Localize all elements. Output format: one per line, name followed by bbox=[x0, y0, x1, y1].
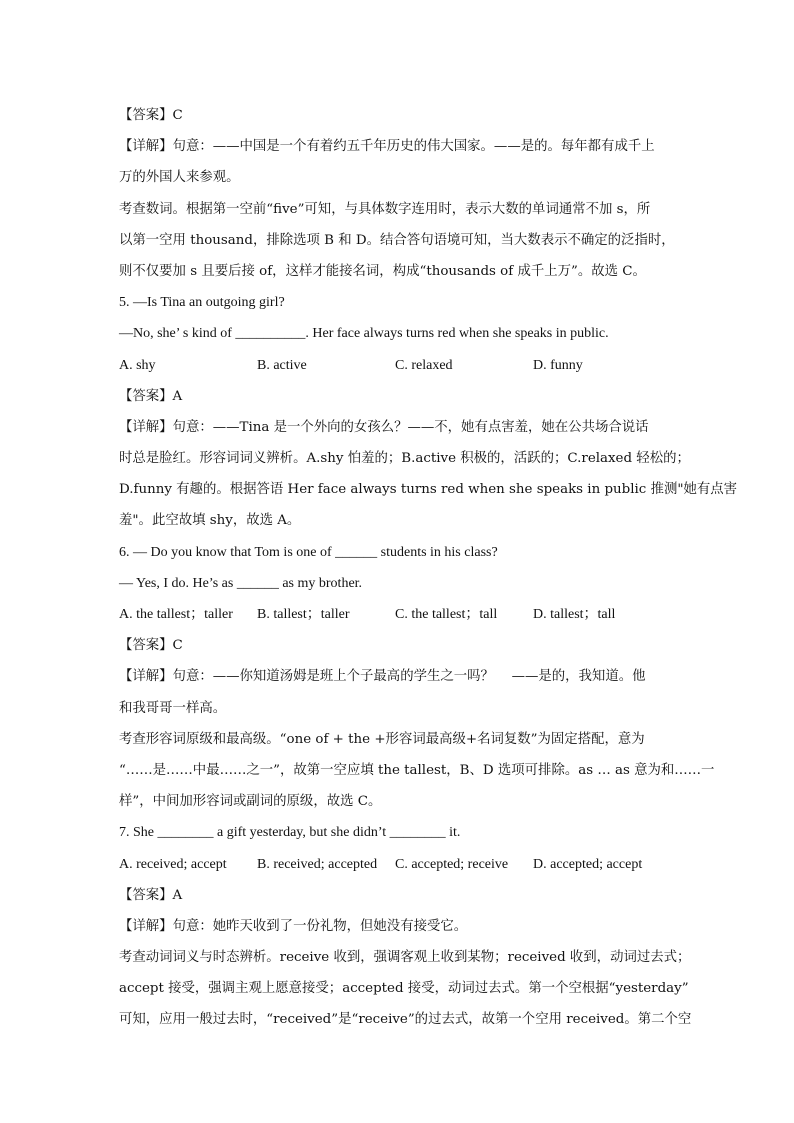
explanation-line: 样”，中间加形容词或副词的原级，故选 C。 bbox=[119, 794, 382, 810]
question-6-options bbox=[119, 599, 679, 630]
question-5-stem: 5. —Is Tina an outgoing girl? bbox=[119, 295, 285, 311]
option-a: A. the tallest；taller bbox=[119, 607, 233, 622]
question-6-stem: — Yes, I do. He’s as ______ as my brother. bbox=[119, 575, 363, 591]
explanation-line: 【详解】句意：——你知道汤姆是班上个子最高的学生之一吗？ ——是的，我知道。他 bbox=[119, 669, 646, 685]
explanation-line: accept 接受，强调主观上愿意接受；accepted 接受，动词过去式。第一个空根据“yesterday” bbox=[119, 981, 689, 997]
explanation-line: 万的外国人来参观。 bbox=[119, 170, 240, 186]
answer-label: 【答案】C bbox=[119, 108, 183, 123]
explanation-line: 和我哥哥一样高。 bbox=[119, 700, 227, 716]
answer-label: 【答案】C bbox=[119, 638, 183, 654]
explanation-line: 考查数词。根据第一空前“five”可知，与具体数字连用时，表示大数的单词通常不加 s，所 bbox=[119, 201, 651, 217]
option-d: D. tallest；tall bbox=[533, 607, 616, 622]
option-a: A. received; accept bbox=[119, 856, 227, 872]
question-7-options bbox=[119, 849, 679, 880]
explanation-line: 则不仅要加 s 且要后接 of，这样才能接名词，构成“thousands of 成千上万”。故选 C。 bbox=[119, 263, 646, 279]
option-b: B. active bbox=[257, 357, 307, 373]
option-b: B. tallest；taller bbox=[257, 607, 350, 622]
option-c: C. accepted; receive bbox=[395, 856, 509, 872]
option-c: C. the tallest；tall bbox=[395, 607, 498, 622]
explanation-line: 【详解】句意：——Tina 是一个外向的女孩么？——不，她有点害羞，她在公共场合说话 bbox=[119, 419, 649, 435]
explanation-line: 以第一空用 thousand，排除选项 B 和 D。结合答句语境可知，当大数表示不确定的泛指时， bbox=[119, 232, 675, 248]
explanation-line: 可知，应用一般过去时，“received”是“receive”的过去式，故第一个空用 received。第二个空 bbox=[119, 1012, 692, 1028]
explanation-line: 羞"。此空故填 shy，故选 A。 bbox=[119, 513, 301, 529]
explanation-line: 时总是脸红。形容词词义辨析。A.shy 怕羞的；B.active 积极的，活跃的；C.relaxed 轻松的； bbox=[119, 451, 690, 467]
question-5-options bbox=[119, 350, 679, 381]
option-b: B. received; accepted bbox=[257, 856, 378, 872]
explanation-line: 【详解】句意：——中国是一个有着约五千年历史的伟大国家。——是的。每年都有成千上 bbox=[119, 139, 655, 155]
explanation-line: 【详解】句意：她昨天收到了一份礼物，但她没有接受它。 bbox=[119, 918, 468, 934]
option-c: C. relaxed bbox=[395, 357, 453, 373]
option-d: D. funny bbox=[533, 357, 583, 373]
question-5-stem: —No, she’ s kind of __________. Her face always turns red when she speaks in public. bbox=[119, 326, 609, 342]
explanation-line: 考查形容词原级和最高级。“one of + the +形容词最高级+名词复数”为固定搭配，意为 bbox=[119, 731, 645, 747]
question-7-stem: 7. She ________ a gift yesterday, but she didn’t ________ it. bbox=[119, 825, 461, 841]
explanation-line: D.funny 有趣的。根据答语 Her face always turns red when she speaks in public 推测"她有点害 bbox=[119, 482, 738, 498]
answer-label: 【答案】A bbox=[119, 887, 183, 903]
explanation-line: 考查动词词义与时态辨析。receive 收到，强调客观上收到某物；received 收到，动词过去式； bbox=[119, 950, 691, 966]
question-6-stem: 6. — Do you know that Tom is one of ______ students in his class? bbox=[119, 544, 498, 560]
answer-label: 【答案】A bbox=[119, 388, 183, 404]
document-page bbox=[119, 100, 738, 1036]
explanation-line: “……是……中最……之一”，故第一空应填 the tallest，B、D 选项可排除。as … as 意为和……一 bbox=[119, 762, 715, 778]
option-d: D. accepted; accept bbox=[533, 856, 643, 872]
option-a: A. shy bbox=[119, 357, 156, 373]
